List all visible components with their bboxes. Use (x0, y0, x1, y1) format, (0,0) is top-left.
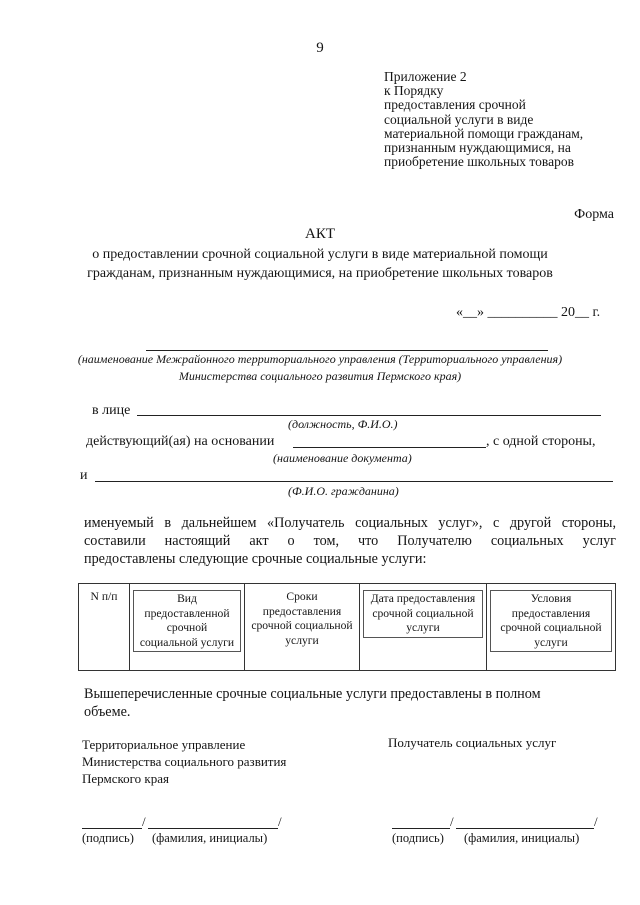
slash: / (594, 814, 598, 829)
paragraph-line-2: составили настоящий акт о том, что Получателю социальных услуг (84, 533, 616, 549)
conclusion-line-1: Вышеперечисленные срочные социальные услуги предоставлены в полном (84, 686, 541, 702)
left-name-caption: (фамилия, инициалы) (152, 831, 268, 845)
paragraph-line-1: именуемый в дальнейшем «Получатель социальных услуг», с другой стороны, (84, 515, 616, 531)
subtitle-line-1: о предоставлении срочной социальной услуги в виде материальной помощи (92, 247, 548, 262)
table-header-number: N п/п (79, 584, 130, 671)
table-header-terms: Сроки предоставления срочной социальной услуги (245, 584, 360, 671)
form-label: Форма (574, 207, 614, 222)
table-header-service-type: Вид предоставленной срочной социальной услуги (130, 584, 245, 671)
services-table (78, 583, 616, 671)
appendix-line: предоставления срочной (384, 97, 526, 113)
document-title: АКТ (305, 226, 335, 242)
right-signature-line[interactable] (392, 828, 450, 829)
left-name-line[interactable] (148, 828, 278, 829)
table-header-date: Дата предоставления срочной социальной услуги (360, 584, 487, 671)
right-name-line[interactable] (456, 828, 594, 829)
left-signature-caption: (подпись) (82, 831, 134, 845)
right-name-caption: (фамилия, инициалы) (464, 831, 580, 845)
acting-caption: (наименование документа) (273, 451, 412, 465)
citizen-field-line[interactable] (95, 481, 613, 482)
right-signature-caption: (подпись) (392, 831, 444, 845)
in-person-label: в лице (92, 403, 131, 418)
left-signature-line[interactable] (82, 828, 142, 829)
acting-suffix: , с одной стороны, (486, 434, 596, 449)
appendix-line: приобретение школьных товаров (384, 154, 574, 170)
organization-caption-line-1: (наименование Межрайонного территориального управления (Территориального управления) (77, 352, 563, 366)
citizen-caption: (Ф.И.О. гражданина) (288, 484, 399, 498)
acting-field-line[interactable] (293, 447, 486, 448)
page-number: 9 (316, 40, 324, 56)
appendix-line: социальной услуги в виде (384, 111, 534, 127)
right-party: Получатель социальных услуг (388, 735, 557, 750)
left-party-line-2: Министерства социального развития (82, 754, 287, 769)
in-person-caption: (должность, Ф.И.О.) (288, 417, 398, 431)
date-field[interactable]: «__» __________ 20__ г. (456, 305, 601, 320)
slash: / (450, 814, 454, 829)
organization-caption-line-2: Министерства социального развития Пермского края) (178, 369, 462, 383)
left-party-line-1: Территориальное управление (82, 737, 246, 752)
paragraph-line-3: предоставлены следующие срочные социальные услуги: (84, 551, 427, 567)
table-header-conditions: Условия предоставления срочной социальной услуги (487, 584, 616, 671)
table-row (79, 584, 616, 671)
appendix-line: материальной помощи гражданам, (384, 125, 584, 141)
slash: / (142, 814, 146, 829)
conclusion-line-2: объеме. (84, 704, 131, 720)
organization-field-line[interactable] (146, 350, 548, 351)
appendix-line: к Порядку (384, 83, 444, 99)
slash: / (278, 814, 282, 829)
acting-label: действующий(ая) на основании (86, 434, 275, 449)
appendix-line: признанным нуждающимися, на (384, 140, 571, 156)
subtitle-line-2: гражданам, признанным нуждающимися, на приобретение школьных товаров (87, 266, 553, 281)
appendix-line: Приложение 2 (384, 69, 467, 84)
left-party-line-3: Пермского края (82, 771, 169, 786)
in-person-field-line[interactable] (137, 415, 601, 416)
appendix-block (384, 70, 634, 169)
and-label: и (80, 468, 88, 483)
